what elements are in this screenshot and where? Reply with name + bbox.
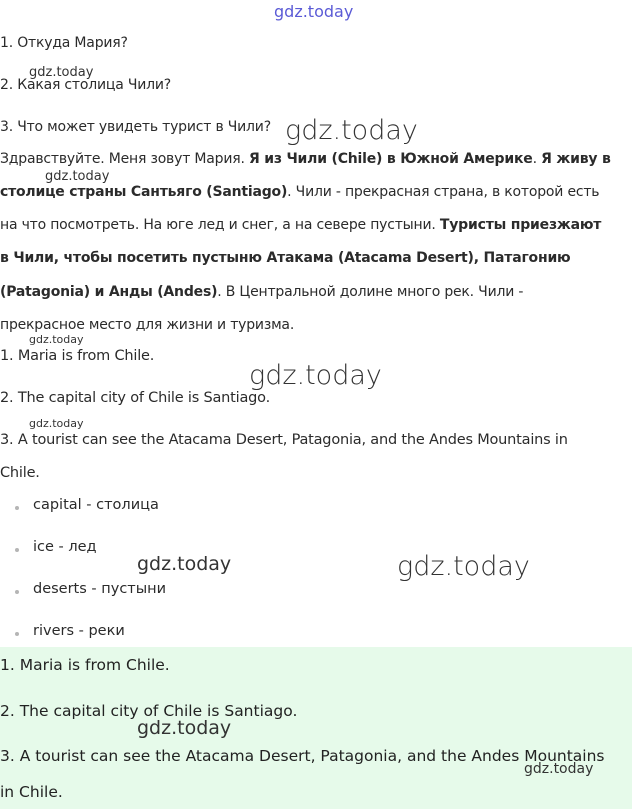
bullet-icon [15,548,19,552]
final-answer-3-cont: in Chile. [0,783,63,801]
text-segment: . [532,151,542,167]
watermark: gdz.today [29,333,84,346]
text-segment: прекрасное место для жизни и туризма. [0,317,295,333]
text-segment: . Чили - прекрасная страна, в которой есть [287,184,600,200]
watermark: gdz.today [29,65,94,80]
watermark: gdz.today [29,417,84,430]
text-line-1 [0,151,611,167]
answer-box [0,647,632,809]
final-answer-3: 3. A tourist can see the Atacama Desert, Patagonia, and the Andes Mountains [0,747,605,765]
watermark: gdz.today [249,360,382,391]
bullet-icon [15,506,19,510]
question-1: 1. Откуда Мария? [0,35,128,51]
text-segment: на что посмотреть. На юге лед и снег, а на севере пустыни. [0,217,440,233]
vocabulary-item: ice - лед [33,539,97,555]
text-line-6 [0,317,294,333]
vocabulary-item: rivers - реки [33,623,125,639]
answer-3-cont: Chile. [0,465,40,481]
bullet-icon [15,632,19,636]
watermark: gdz.today [524,761,594,777]
bullet-icon [15,590,19,594]
answer-2: 2. The capital city of Chile is Santiago. [0,390,270,406]
watermark: gdz.today [285,115,418,146]
watermark: gdz.today [397,551,530,582]
text-segment-bold: столице страны Сантьяго (Santiago) [0,184,288,200]
answer-1: 1. Maria is from Chile. [0,348,155,364]
watermark: gdz.today [45,169,110,184]
answer-3: 3. A tourist can see the Atacama Desert, Patagonia, and the Andes Mountains in [0,432,568,448]
text-segment-bold: Я из Чили (Chile) в Южной Америке [248,151,533,167]
text-line-5 [0,284,523,300]
watermark: gdz.today [137,717,232,739]
text-line-3 [0,217,601,233]
question-2: 2. Какая столица Чили? [0,77,172,93]
final-answer-1: 1. Maria is from Chile. [0,656,170,674]
text-segment-bold: (Patagonia) и Анды (Andes) [0,284,218,300]
question-3: 3. Что может увидеть турист в Чили? [0,119,271,135]
text-segment-bold: Я живу в [541,151,611,167]
final-answer-2: 2. The capital city of Chile is Santiago. [0,702,298,720]
vocabulary-item: deserts - пустыни [33,581,167,597]
watermark-logo: gdz.today [274,2,354,21]
text-line-4 [0,250,570,266]
text-segment: Здравствуйте. Меня зовут Мария. [0,151,249,167]
text-segment-bold: в Чили, чтобы посетить пустыню Атакама (Atacama Desert), Патагонию [0,250,571,266]
text-segment: . В Центральной долине много рек. Чили - [217,284,524,300]
text-segment-bold: Туристы приезжают [439,217,602,233]
watermark: gdz.today [137,553,232,575]
vocabulary-item: capital - столица [33,497,159,513]
text-line-2 [0,184,599,200]
